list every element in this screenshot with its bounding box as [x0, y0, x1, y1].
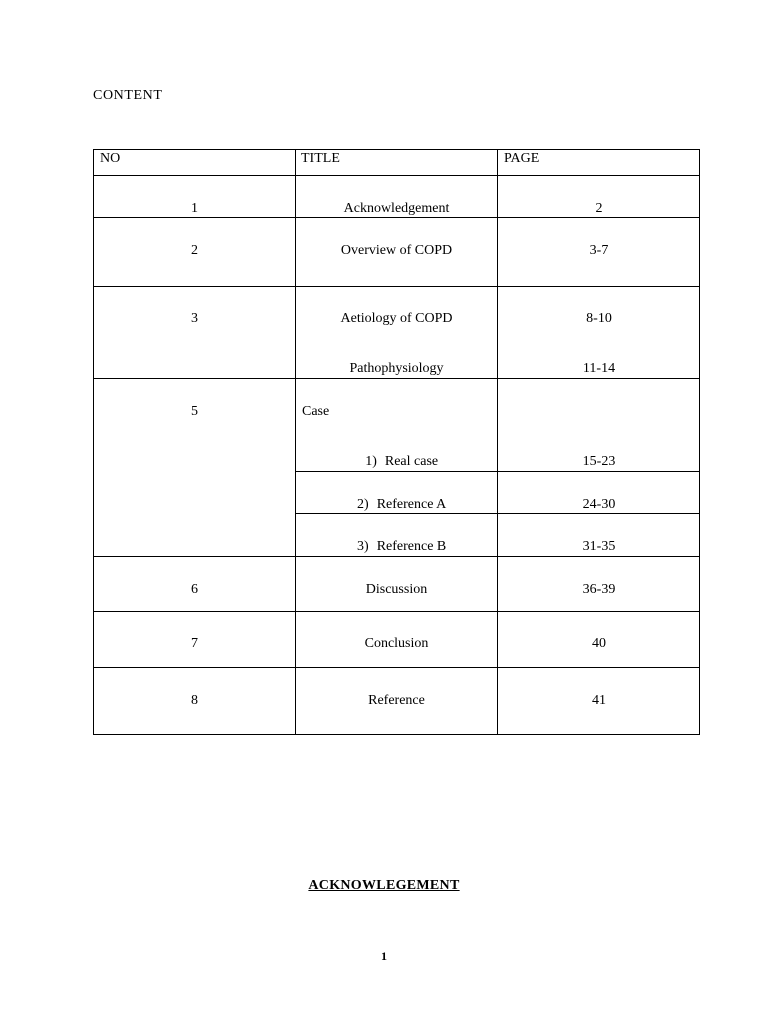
row-divider	[94, 611, 699, 612]
row-divider	[94, 667, 699, 668]
row-divider	[94, 175, 699, 176]
row-no: 5	[191, 404, 198, 419]
row-divider	[296, 471, 699, 472]
contents-heading: CONTENT	[93, 88, 163, 103]
row-title: Acknowledgement	[343, 201, 450, 216]
row-title: Case	[302, 404, 330, 419]
page-number: 1	[381, 949, 387, 963]
row-no: 3	[191, 311, 198, 326]
row-title: Reference	[368, 693, 425, 708]
row-no: 6	[191, 582, 198, 597]
row-page: 40	[592, 636, 606, 651]
sub-item-number: 1)	[365, 454, 377, 469]
row-title: Discussion	[365, 582, 428, 597]
sub-item-title	[296, 539, 497, 555]
row-no: 1	[191, 201, 198, 216]
row-page: 8-10	[586, 311, 612, 326]
row-divider	[94, 556, 699, 557]
sub-item-label: Real case	[384, 454, 439, 469]
sub-item-label: Reference A	[376, 497, 447, 512]
row-divider	[94, 217, 699, 218]
row-no: 2	[191, 243, 198, 258]
row-page: 24-30	[582, 497, 616, 512]
row-title: Conclusion	[364, 636, 429, 651]
row-no: 7	[191, 636, 198, 651]
row-page: 41	[592, 693, 606, 708]
row-title: Aetiology of COPD	[340, 311, 453, 326]
row-page: 2	[595, 201, 603, 216]
sub-item-number: 3)	[357, 539, 369, 554]
sub-item-title	[296, 497, 497, 513]
row-page: 36-39	[582, 582, 616, 597]
row-no: 8	[191, 693, 198, 708]
sub-item-number: 2)	[357, 497, 369, 512]
row-divider	[296, 513, 699, 514]
row-page: 11-14	[582, 361, 616, 376]
row-page: 31-35	[582, 539, 616, 554]
header-page: PAGE	[504, 151, 540, 166]
sub-item-title	[296, 454, 497, 470]
table-of-contents	[93, 149, 700, 735]
row-divider	[94, 378, 699, 379]
row-title: Overview of COPD	[340, 243, 453, 258]
header-no: NO	[100, 151, 121, 166]
section-title: ACKNOWLEGEMENT	[308, 878, 460, 893]
row-page: 15-23	[582, 454, 616, 469]
row-divider	[94, 286, 699, 287]
header-title: TITLE	[301, 151, 340, 166]
sub-item-label: Reference B	[376, 539, 447, 554]
row-page: 3-7	[589, 243, 609, 258]
row-title: Pathophysiology	[349, 361, 444, 376]
